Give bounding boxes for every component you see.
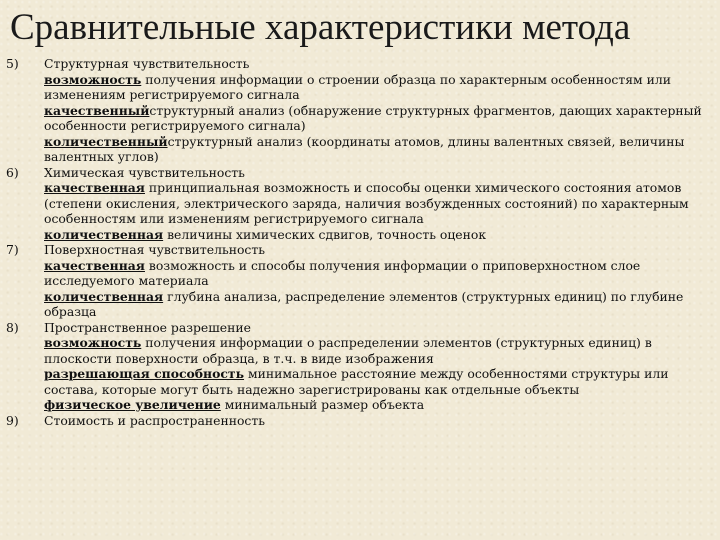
item-detail <box>44 289 714 320</box>
detail-keyword: разрешающая способность <box>44 366 245 381</box>
item-detail <box>44 366 714 397</box>
item-detail <box>44 397 714 413</box>
detail-keyword: количественная <box>44 226 164 242</box>
item-heading: Химическая чувствительность <box>44 164 245 180</box>
slide-title: Сравнительные характеристики метода <box>10 7 631 48</box>
item-detail <box>44 72 714 103</box>
detail-text: минимальный размер объекта <box>220 397 425 412</box>
item-heading: Структурная чувствительность <box>44 56 250 71</box>
detail-keyword: количественная <box>44 288 164 304</box>
detail-text: глубина анализа, распределение элементов (структурных единиц) по глубине образца <box>44 288 684 319</box>
item-detail <box>44 134 714 165</box>
detail-keyword: качественная <box>44 257 145 273</box>
detail-text: возможность и способы получения информации о приповерхностном слое исследуемого материала <box>44 257 641 288</box>
detail-text: структурный анализ (координаты атомов, длины валентных связей, величины валентных углов) <box>44 133 685 164</box>
item-detail <box>44 258 714 289</box>
item-number: 9) <box>6 412 19 428</box>
detail-keyword: качественная <box>44 180 145 195</box>
item-heading: Поверхностная чувствительность <box>44 242 265 257</box>
item-detail <box>44 335 714 366</box>
detail-text: структурный анализ (обнаружение структурных фрагментов, дающих характерный особенности регистрируемого сигнала) <box>44 102 702 133</box>
item-number: 5) <box>6 56 19 71</box>
item-heading: Пространственное разрешение <box>44 319 251 335</box>
detail-keyword: физическое увеличение <box>44 397 221 412</box>
item-number: 6) <box>6 164 19 180</box>
item-body <box>44 320 714 413</box>
detail-text: величины химических сдвигов, точность оценок <box>163 226 487 242</box>
detail-text: получения информации о строении образца по характерным особенностям или изменениям регистрируемого сигнала <box>44 71 672 102</box>
list-item-8 <box>6 320 714 413</box>
item-heading: Стоимость и распространенность <box>44 412 265 428</box>
detail-keyword: количественный <box>44 133 168 149</box>
detail-text: минимальное расстояние между особенностями структуры или состава, которые могут быть надежно зарегистрированы как отдельные объекты <box>44 366 669 397</box>
characteristics-list <box>6 56 714 428</box>
item-number: 7) <box>6 242 19 257</box>
item-detail <box>44 180 714 227</box>
item-detail <box>44 103 714 134</box>
item-body <box>44 165 714 243</box>
list-item-5 <box>6 56 714 165</box>
list-item-9 <box>6 413 714 429</box>
list-item-6 <box>6 165 714 243</box>
detail-text: получения информации о распределении элементов (структурных единиц) в плоскости поверхности образца, в т.ч. в виде изображения <box>44 335 652 366</box>
item-number: 8) <box>6 319 19 335</box>
detail-keyword: качественный <box>44 102 150 118</box>
detail-keyword: возможность <box>44 71 142 87</box>
item-body <box>44 56 714 165</box>
detail-text: принципиальная возможность и способы оценки химического состояния атомов (степени окисления, электрического заряда, наличия возбужденных состояний) по характерным особенностям или изменениям регистрируемого сигнала <box>44 180 689 226</box>
detail-keyword: возможность <box>44 335 142 350</box>
item-detail <box>44 227 714 243</box>
item-body <box>44 242 714 320</box>
list-item-7 <box>6 242 714 320</box>
item-body <box>44 413 714 429</box>
